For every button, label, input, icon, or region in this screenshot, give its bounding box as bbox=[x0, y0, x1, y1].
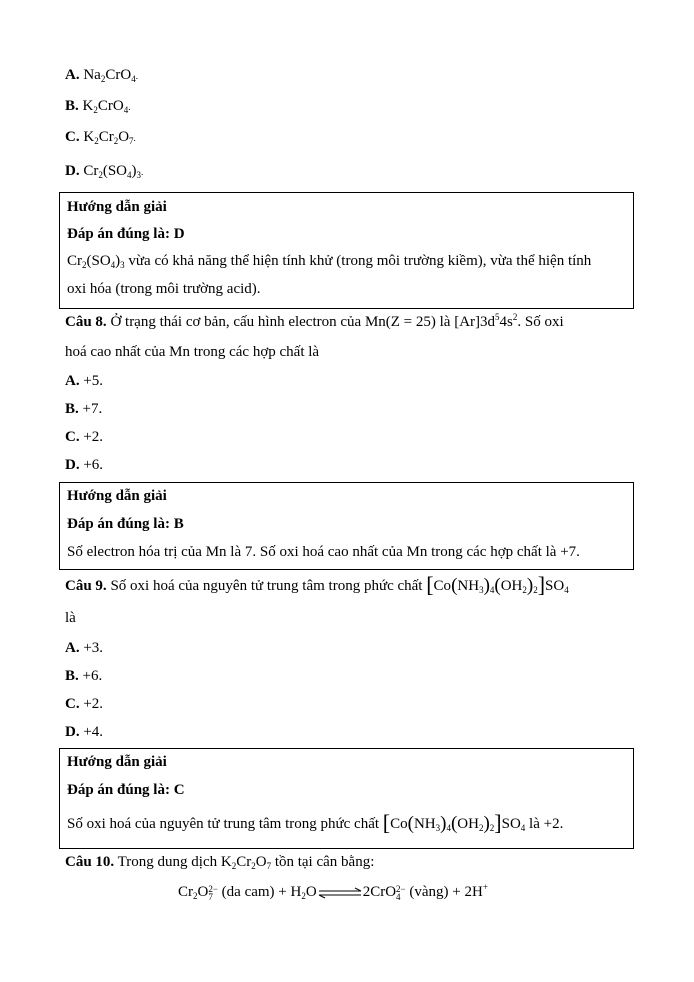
formula-sub: 7 bbox=[208, 891, 213, 902]
option-c bbox=[65, 128, 136, 147]
formula-part: Cr bbox=[178, 884, 193, 900]
question-text: . Số oxi bbox=[517, 314, 564, 330]
option-value: +6. bbox=[83, 457, 104, 473]
mn-formula: Mn(Z = 25) bbox=[364, 314, 436, 330]
formula-sub: 2 bbox=[113, 136, 119, 146]
formula-sub: 4 bbox=[446, 823, 451, 833]
option-letter: D. bbox=[65, 163, 80, 179]
formula-sub: 2 bbox=[478, 823, 484, 833]
solution-answer: Đáp án đúng là: C bbox=[67, 782, 185, 798]
formula-part: ) bbox=[131, 163, 137, 179]
option-b bbox=[65, 97, 130, 116]
q8-option-c bbox=[65, 428, 103, 446]
paren-close: ) bbox=[526, 575, 534, 596]
q8-option-b bbox=[65, 400, 102, 418]
formula-part: K bbox=[82, 98, 94, 114]
formula-sub: 7 bbox=[266, 861, 272, 871]
q9-option-a bbox=[65, 639, 103, 657]
option-d bbox=[65, 162, 143, 181]
option-formula bbox=[83, 163, 143, 179]
formula-sub: 4 bbox=[396, 891, 401, 902]
formula-sub: 3 bbox=[435, 823, 441, 833]
option-letter: C. bbox=[65, 696, 80, 712]
option-formula bbox=[83, 67, 138, 83]
formula-part: 2H bbox=[464, 884, 483, 900]
formula-part: Co bbox=[390, 816, 408, 832]
formula-part: SO bbox=[545, 578, 565, 594]
question-text: tồn tại cân bằng: bbox=[271, 854, 375, 870]
formula-sub: 4 bbox=[131, 74, 136, 84]
formula-part: 2CrO bbox=[362, 884, 397, 900]
formula-sub: 4 bbox=[123, 105, 129, 115]
solution-text-part: Số oxi hoá của nguyên tử trung tâm trong phức chất bbox=[67, 816, 383, 832]
question-text: là bbox=[435, 314, 455, 330]
formula-sub: 4 bbox=[110, 260, 116, 270]
dichromate-formula bbox=[221, 854, 271, 870]
formula-part: NH bbox=[457, 578, 480, 594]
option-letter: B. bbox=[65, 668, 79, 684]
option-value: +6. bbox=[82, 668, 103, 684]
paren-close: ) bbox=[483, 813, 490, 834]
solution-text: Số electron hóa trị của Mn là 7. Số oxi hoá cao nhất của Mn trong các hợp chất là +7. bbox=[67, 544, 580, 560]
paren-close: ) bbox=[483, 575, 490, 596]
option-letter: D. bbox=[65, 457, 80, 473]
question-9 bbox=[65, 572, 569, 597]
formula-sub: 2 bbox=[533, 585, 538, 595]
bracket-open: [ bbox=[382, 810, 391, 835]
formula-sub: 3 bbox=[120, 260, 125, 270]
formula-sub: 2 bbox=[251, 861, 256, 871]
option-letter: C. bbox=[65, 429, 80, 445]
formula-part: CrO bbox=[97, 98, 124, 114]
complex-formula bbox=[426, 572, 569, 597]
formula-part: Cr bbox=[67, 253, 82, 269]
electron-config bbox=[454, 314, 517, 330]
question-8-line2: hoá cao nhất của Mn trong các hợp chất là bbox=[65, 344, 320, 360]
formula-dot: . bbox=[135, 71, 138, 81]
paren-open: ( bbox=[450, 813, 458, 834]
q9-option-c bbox=[65, 695, 103, 713]
charge-sup: + bbox=[482, 882, 488, 892]
solution-heading: Hướng dẫn giải bbox=[67, 754, 167, 770]
formula-part: (SO bbox=[102, 163, 128, 179]
formula-dot: . bbox=[141, 167, 144, 177]
paren-open: ( bbox=[451, 575, 458, 596]
ion-charge bbox=[208, 885, 218, 901]
solution-heading: Hướng dẫn giải bbox=[67, 488, 167, 504]
formula-part: O bbox=[118, 129, 130, 145]
question-label: Câu 9. bbox=[65, 578, 107, 594]
formula-part: OH bbox=[457, 816, 479, 832]
formula-part: H bbox=[290, 884, 302, 900]
solution-heading: Hướng dẫn giải bbox=[67, 199, 167, 215]
option-value: +2. bbox=[83, 429, 104, 445]
option-letter: A. bbox=[65, 373, 80, 389]
formula-part: CrO bbox=[105, 67, 132, 83]
solution-text-line1: vừa có khả năng thể hiện tính khử (trong môi trường kiềm), vừa thể hiện tính bbox=[124, 253, 592, 269]
complex-formula bbox=[382, 810, 526, 835]
formula-part: Cr bbox=[236, 854, 252, 870]
question-text: Số oxi hoá của nguyên tử trung tâm trong phức chất bbox=[106, 578, 427, 594]
formula-sub: 2 bbox=[98, 170, 103, 180]
equation-text: (vàng) + bbox=[405, 884, 465, 900]
formula-sub: 2 bbox=[522, 585, 527, 595]
formula-dot: . bbox=[133, 133, 136, 143]
bracket-close: ] bbox=[494, 810, 502, 835]
equilibrium-arrow-icon bbox=[318, 887, 362, 899]
solution-answer: Đáp án đúng là: D bbox=[67, 226, 185, 242]
question-label: Câu 8. bbox=[65, 314, 107, 330]
option-formula bbox=[83, 98, 131, 114]
formula-part: K bbox=[83, 129, 95, 145]
paren-close: ) bbox=[440, 813, 447, 834]
question-label: Câu 10. bbox=[65, 854, 115, 870]
formula-sub: 2 bbox=[231, 861, 237, 871]
option-letter: D. bbox=[65, 724, 80, 740]
equation-text: (da cam) + bbox=[217, 884, 291, 900]
question-10 bbox=[65, 853, 374, 871]
solution-answer: Đáp án đúng là: B bbox=[67, 516, 184, 532]
option-formula bbox=[83, 129, 135, 145]
config-part: [Ar]3d bbox=[454, 314, 496, 330]
solution-text-line2: oxi hóa (trong môi trường acid). bbox=[67, 281, 261, 297]
solution-text bbox=[67, 810, 564, 835]
q8-option-d bbox=[65, 456, 103, 474]
formula-part: O bbox=[305, 884, 317, 900]
formula-part: Cr bbox=[98, 129, 114, 145]
config-part: 4s bbox=[499, 314, 513, 330]
solution-text-part: là +2. bbox=[525, 816, 564, 832]
formula-part: NH bbox=[413, 816, 436, 832]
option-value: +7. bbox=[82, 401, 103, 417]
formula-sub: 2 bbox=[93, 105, 98, 115]
formula-part: (SO bbox=[86, 253, 111, 269]
formula-part: Cr bbox=[83, 163, 99, 179]
formula-sub: 4 bbox=[564, 585, 569, 595]
formula-dot: . bbox=[128, 102, 131, 112]
q9-option-b bbox=[65, 667, 102, 685]
q9-option-d bbox=[65, 723, 103, 741]
paren-open: ( bbox=[494, 575, 501, 596]
option-letter: B. bbox=[65, 401, 79, 417]
config-sup: 5 bbox=[495, 312, 500, 322]
formula-sub: 4 bbox=[489, 585, 495, 595]
formula-sub: 2 bbox=[193, 891, 198, 901]
formula-part: OH bbox=[500, 578, 523, 594]
solution-text bbox=[67, 252, 591, 270]
formula-sub: 3 bbox=[136, 170, 142, 180]
formula-sub: 2 bbox=[94, 136, 99, 146]
formula-sub: 2 bbox=[301, 891, 306, 901]
solution-box bbox=[59, 748, 634, 849]
formula-sub: 3 bbox=[479, 585, 484, 595]
formula-part: SO bbox=[501, 816, 521, 832]
question-9-line2: là bbox=[65, 610, 76, 626]
formula-part: O bbox=[197, 884, 209, 900]
formula-sub: 2 bbox=[82, 260, 87, 270]
formula-sub: 4 bbox=[520, 823, 526, 833]
paren-open: ( bbox=[407, 813, 414, 834]
option-value: +2. bbox=[83, 696, 104, 712]
charge-sup: 2− bbox=[208, 883, 218, 894]
formula-sub: 2 bbox=[489, 823, 495, 833]
option-value: +4. bbox=[83, 724, 104, 740]
config-sup: 2 bbox=[512, 312, 518, 322]
option-value: +5. bbox=[83, 373, 104, 389]
formula-part: Na bbox=[83, 67, 101, 83]
option-letter: A. bbox=[65, 640, 80, 656]
option-a bbox=[65, 66, 138, 85]
bracket-close: ] bbox=[537, 572, 546, 597]
bracket-open: [ bbox=[426, 572, 434, 597]
question-8 bbox=[65, 313, 564, 331]
solution-box bbox=[59, 482, 634, 570]
option-letter: B. bbox=[65, 98, 79, 114]
option-value: +3. bbox=[83, 640, 104, 656]
equilibrium-equation bbox=[178, 883, 488, 901]
charge-sup: 2− bbox=[396, 883, 406, 894]
question-text: Trong dung dịch bbox=[114, 854, 221, 870]
ion-charge bbox=[396, 885, 406, 901]
option-letter: C. bbox=[65, 129, 80, 145]
formula-sub: 2 bbox=[100, 74, 106, 84]
formula-sub: 4 bbox=[127, 170, 132, 180]
formula-part: K bbox=[220, 854, 232, 870]
formula-sub: 7 bbox=[129, 136, 134, 146]
formula-part: O bbox=[255, 854, 267, 870]
formula-part: Co bbox=[433, 578, 452, 594]
q8-option-a bbox=[65, 372, 103, 390]
solution-box bbox=[59, 192, 634, 309]
option-letter: A. bbox=[65, 67, 80, 83]
question-text: Ở trạng thái cơ bản, cấu hình electron của bbox=[106, 314, 365, 330]
formula-part: ) bbox=[115, 253, 121, 269]
